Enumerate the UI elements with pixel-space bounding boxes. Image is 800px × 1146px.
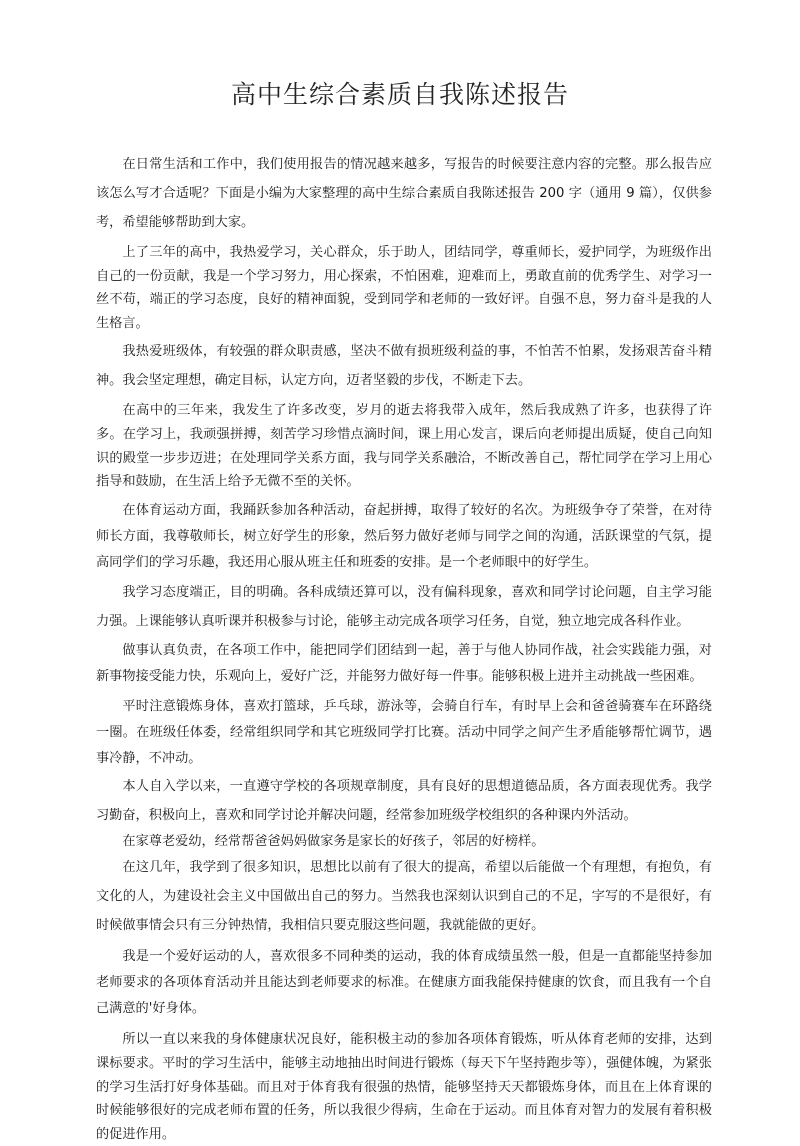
- paragraph: 在家尊老爱幼，经常帮爸爸妈妈做家务是家长的好孩子，邻居的好榜样。: [122, 833, 545, 849]
- paragraph: 做事认真负责，在各项工作中，能把同学们团结到一起，善于与他人协同作战，社会实践能力强，对新事物接受能力快，乐观向上，爱好广泛，并能努力做好每一件事。能够积极上进并主动挑战一些困难。: [96, 642, 712, 684]
- paragraph: 我是一个爱好运动的人，喜欢很多不同种类的运动，我的体育成绩虽然一般，但是一直都能坚持参加老师要求的各项体育活动并且能达到老师要求的标准。在健康方面我能保持健康的饮食，而且我有一个自己满意的'好身体。: [96, 949, 712, 1017]
- paragraph: 在这几年，我学到了很多知识，思想比以前有了很大的提高，希望以后能做一个有理想，有抱负，有文化的人，为建设社会主义中国做出自己的努力。当然我也深刻认识到自己的不足，字写的不是很好，有时候做事情会只有三分钟热情，我相信只要克服这些问题，我就能做的更好。: [96, 860, 712, 934]
- paragraph: 本人自入学以来，一直遵守学校的各项规章制度，具有良好的思想道德品质，各方面表现优秀。我学习勤奋，积极向上，喜欢和同学讨论并解决问题，经常参加班级学校组织的各种课内外活动。: [96, 778, 712, 823]
- document-body: [96, 150, 712, 1146]
- paragraph: 上了三年的高中，我热爱学习，关心群众，乐于助人，团结同学，尊重师长，爱护同学，为班级作出自己的一份贡献，我是一个学习努力，用心探索，不怕困难，迎难而上，勇敢直前的优秀学生、对学习一丝不苟，端正的学习态度，良好的精神面貌，受到同学和老师的一致好评。自强不息，努力奋斗是我的人生格言。: [96, 245, 712, 331]
- paragraph: 平时注意锻炼身体，喜欢打篮球，乒乓球，游泳等，会骑自行车，有时早上会和爸爸骑赛车在环路绕一圈。在班级任体委，经常组织同学和其它班级同学打比赛。活动中同学之间产生矛盾能够帮忙调节，遇事冷静，不冲动。: [96, 698, 712, 766]
- document-title: 高中生综合素质自我陈述报告: [230, 80, 569, 109]
- paragraph-intro: 在日常生活和工作中，我们使用报告的情况越来越多，写报告的时候要注意内容的完整。那么报告应该怎么写才合适呢？下面是小编为大家整理的高中生综合素质自我陈述报告 200 字（通用 9 篇），仅供参考，希望能够帮助到大家。: [96, 157, 712, 230]
- paragraph: 我热爱班级体，有较强的群众职责感，坚决不做有损班级利益的事，不怕苦不怕累，发扬艰苦奋斗精神。我会坚定理想，确定目标，认定方向，迈者坚毅的步伐，不断走下去。: [96, 344, 712, 389]
- paragraph: 我学习态度端正，目的明确。各科成绩还算可以，没有偏科现象，喜欢和同学讨论问题，自主学习能力强。上课能够认真听课并积极参与讨论，能够主动完成各项学习任务，自觉，独立地完成各科作业。: [96, 584, 712, 629]
- paragraph: 所以一直以来我的身体健康状况良好，能积极主动的参加各项体育锻炼，听从体育老师的安排，达到课标要求。平时的学习生活中，能够主动地抽出时间进行锻炼（每天下午坚持跑步等），强健体魄，为紧张的学习生活打好身体基础。而且对于体育我有很强的热情，能够坚持天天都锻炼身体，而且在上体育课的时候能够很好的完成老师布置的任务，所以我很少得病，生命在于运动。而且体育对智力的发展有着积极的促进作用。: [96, 1032, 712, 1142]
- paragraph: 在高中的三年来，我发生了许多改变，岁月的逝去将我带入成年，然后我成熟了许多，也获得了许多。在学习上，我顽强拼搏，刻苦学习珍惜点滴时间，课上用心发言，课后向老师提出质疑，使自己向知识的殿堂一步步迈进；在处理同学关系方面，我与同学关系融洽，不断改善自己，帮忙同学在学习上用心指导和鼓励，在生活上给予无微不至的关怀。: [96, 403, 712, 490]
- paragraph: 在体育运动方面，我踊跃参加各种活动，奋起拼搏，取得了较好的名次。为班级争夺了荣誉，在对待师长方面，我尊敬师长，树立好学生的形象，然后努力做好老师与同学之间的沟通，活跃课堂的气氛，提高同学们的学习乐趣，我还用心服从班主任和班委的安排。是一个老师眼中的好学生。: [96, 502, 712, 570]
